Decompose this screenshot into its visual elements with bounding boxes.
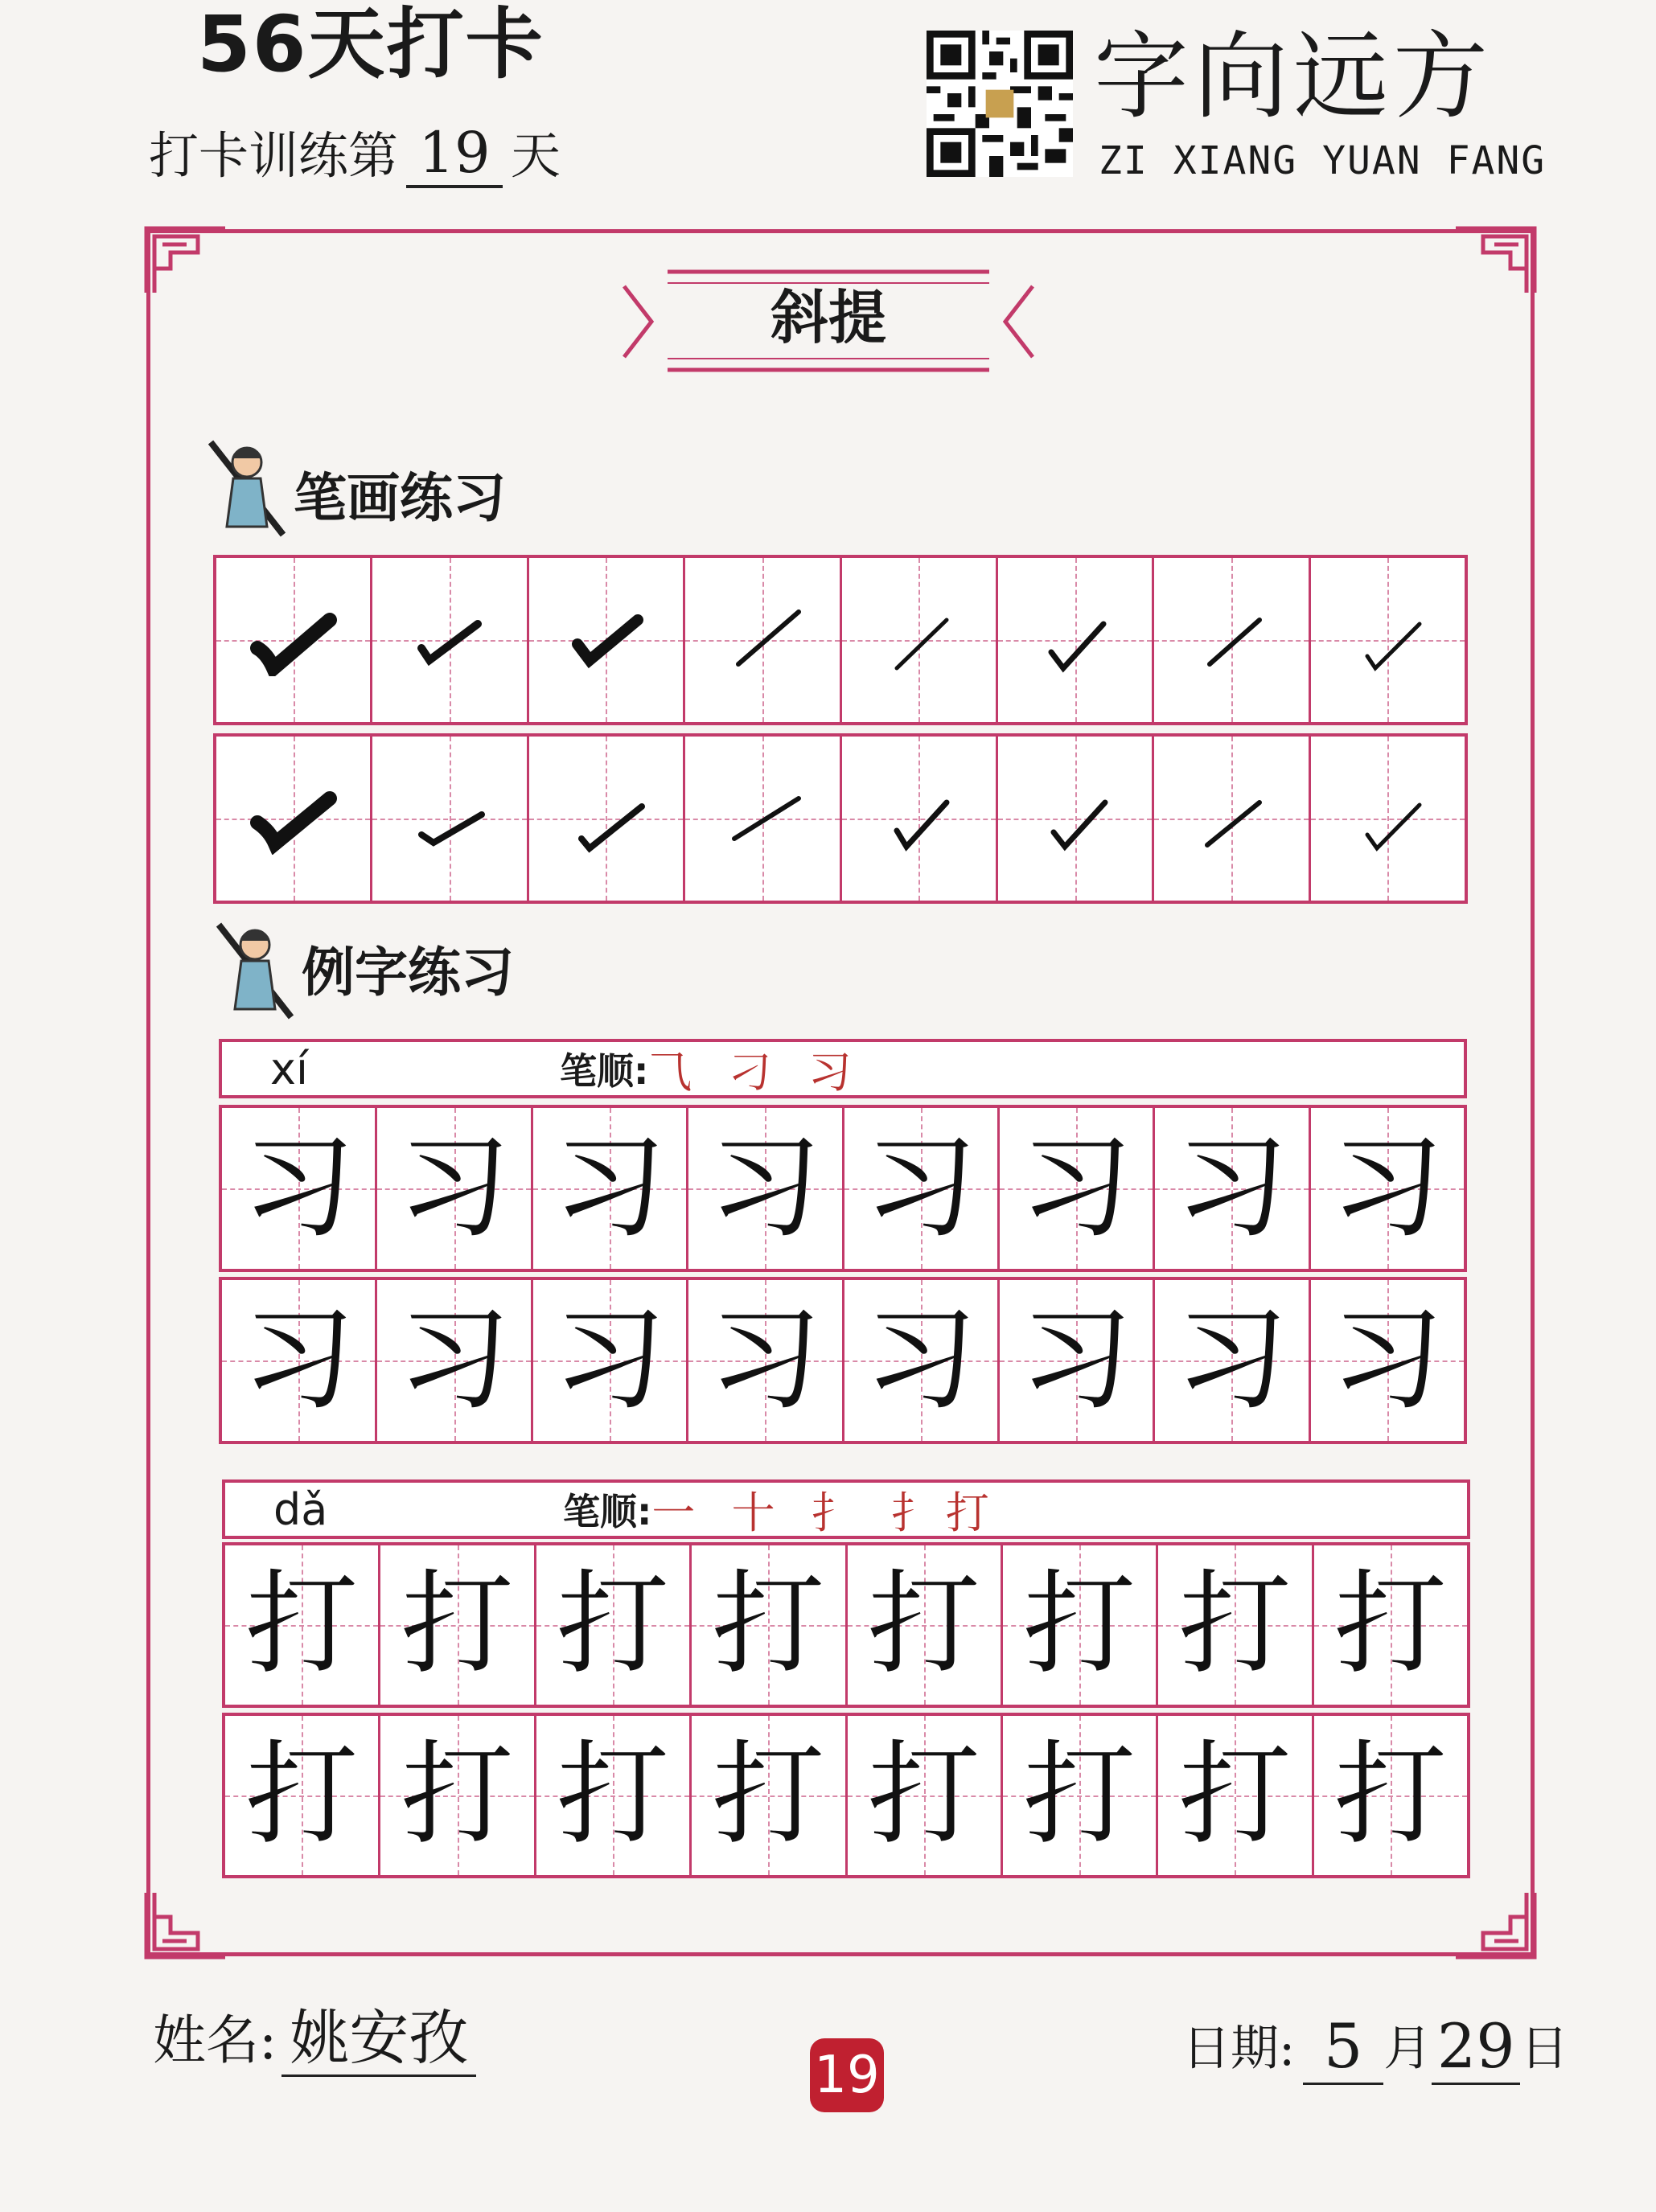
- checkin-line: [149, 121, 561, 188]
- rising-stroke-icon: [874, 782, 963, 855]
- rising-stroke-icon: [561, 604, 650, 676]
- rising-stroke-icon: [1031, 782, 1120, 855]
- practice-char: 习: [242, 1295, 355, 1426]
- practice-cell: [225, 1716, 380, 1875]
- practice-char: 习: [553, 1122, 666, 1254]
- practice-char: 习: [709, 1295, 822, 1426]
- stroke-title: 斜提: [770, 284, 886, 351]
- practice-cell: [998, 558, 1154, 722]
- char-info-bar: [219, 1039, 1467, 1098]
- practice-cell: [377, 1108, 532, 1269]
- practice-char: 打: [712, 1730, 825, 1861]
- practice-char: 打: [1023, 1559, 1136, 1690]
- practice-cell: [529, 558, 685, 722]
- practice-char: 习: [709, 1122, 822, 1254]
- practice-cell: [1000, 1108, 1155, 1269]
- char-grid-xi: [219, 1105, 1467, 1444]
- practice-char: 打: [1023, 1730, 1136, 1861]
- scholar-brush-icon: [211, 917, 299, 1021]
- practice-char: 打: [1178, 1730, 1292, 1861]
- practice-cell: [1311, 737, 1465, 901]
- checkin-suffix: 天: [511, 126, 561, 185]
- practice-cell: [529, 737, 685, 901]
- grid-row: [219, 1277, 1467, 1444]
- practice-cell: [848, 1545, 1003, 1705]
- practice-cell: [216, 558, 372, 722]
- practice-char: 打: [1333, 1730, 1447, 1861]
- practice-char: 打: [1178, 1559, 1292, 1690]
- practice-cell: [1154, 558, 1310, 722]
- char-grid-da: [222, 1542, 1470, 1878]
- name-field: [153, 2002, 476, 2077]
- practice-cell: [1003, 1716, 1158, 1875]
- practice-char: 习: [864, 1122, 977, 1254]
- practice-cell: [222, 1280, 377, 1441]
- practice-cell: [1000, 1280, 1155, 1441]
- stroke-grid: [213, 555, 1468, 904]
- rising-stroke-icon: [874, 604, 963, 676]
- practice-char: 习: [242, 1122, 355, 1254]
- rising-stroke-icon: [249, 604, 338, 676]
- practice-cell: [1155, 1108, 1310, 1269]
- brand-name-en: ZI XIANG YUAN FANG: [1099, 138, 1547, 183]
- stroke-order: 一 十 扌 扌打: [651, 1487, 1001, 1538]
- practice-char: 习: [1020, 1122, 1133, 1254]
- corner-ornament-icon: [1451, 224, 1539, 296]
- rising-stroke-icon: [1031, 604, 1120, 676]
- grid-row: [222, 1713, 1470, 1878]
- grid-row: [213, 555, 1468, 725]
- rising-stroke-icon: [561, 782, 650, 855]
- practice-cell: [380, 1545, 536, 1705]
- rising-stroke-icon: [249, 782, 338, 855]
- name-value: 姚安孜: [281, 2002, 476, 2077]
- practice-cell: [1158, 1716, 1313, 1875]
- day-unit: 日: [1520, 2021, 1569, 2077]
- practice-char: 习: [1330, 1295, 1444, 1426]
- practice-cell: [533, 1280, 688, 1441]
- practice-cell: [842, 558, 998, 722]
- practice-char: 打: [556, 1730, 669, 1861]
- practice-char: 打: [1333, 1559, 1447, 1690]
- practice-cell: [842, 737, 998, 901]
- practice-cell: [377, 1280, 532, 1441]
- checkin-prefix: 打卡训练第: [149, 126, 399, 185]
- practice-cell: [844, 1108, 1000, 1269]
- stroke-order-label: 笔顺:: [560, 1049, 649, 1093]
- practice-cell: [536, 1545, 692, 1705]
- rising-stroke-icon: [405, 604, 494, 676]
- stroke-order: ⺄ 刁 习: [648, 1046, 863, 1098]
- practice-char: 习: [1175, 1295, 1288, 1426]
- section-heading-strokes: 笔画练习: [294, 467, 506, 529]
- practice-char: 习: [397, 1122, 511, 1254]
- practice-cell: [848, 1716, 1003, 1875]
- practice-cell: [692, 1716, 847, 1875]
- practice-cell: [1158, 1545, 1313, 1705]
- grid-row: [219, 1105, 1467, 1272]
- rising-stroke-icon: [1343, 782, 1432, 855]
- practice-cell: [1311, 1280, 1464, 1441]
- practice-cell: [1311, 558, 1465, 722]
- practice-char: 习: [397, 1295, 511, 1426]
- practice-cell: [1314, 1545, 1467, 1705]
- practice-cell: [1311, 1108, 1464, 1269]
- practice-cell: [692, 1545, 847, 1705]
- practice-char: 打: [712, 1559, 825, 1690]
- checkin-day: 19: [406, 121, 503, 188]
- date-day: 29: [1432, 2010, 1520, 2085]
- brand-name-cn: 字向远方: [1094, 21, 1494, 132]
- practice-cell: [372, 737, 528, 901]
- practice-cell: [222, 1108, 377, 1269]
- practice-cell: [1155, 1280, 1310, 1441]
- date-month: 5: [1303, 2010, 1383, 2085]
- practice-char: 打: [245, 1559, 359, 1690]
- practice-char: 打: [556, 1559, 669, 1690]
- practice-cell: [685, 737, 841, 901]
- practice-cell: [225, 1545, 380, 1705]
- pinyin: dǎ: [273, 1484, 328, 1535]
- stroke-order-label: 笔顺:: [563, 1490, 652, 1533]
- practice-cell: [1314, 1716, 1467, 1875]
- rising-stroke-icon: [1343, 604, 1432, 676]
- practice-cell: [844, 1280, 1000, 1441]
- practice-cell: [685, 558, 841, 722]
- date-field: [1182, 2010, 1568, 2085]
- practice-char: 习: [864, 1295, 977, 1426]
- grid-row: [222, 1542, 1470, 1708]
- practice-char: 习: [1175, 1122, 1288, 1254]
- pinyin: xí: [270, 1043, 308, 1094]
- month-unit: 月: [1383, 2021, 1432, 2077]
- rising-stroke-icon: [405, 782, 494, 855]
- challenge-title: 56天打卡: [197, 0, 544, 89]
- practice-char: 打: [867, 1730, 980, 1861]
- rising-stroke-icon: [1187, 604, 1276, 676]
- rising-stroke-icon: [718, 782, 807, 855]
- corner-ornament-icon: [142, 1890, 230, 1962]
- qr-code-icon: [927, 31, 1073, 177]
- name-label: 姓名:: [153, 2009, 277, 2071]
- practice-char: 习: [553, 1295, 666, 1426]
- practice-cell: [216, 737, 372, 901]
- rising-stroke-icon: [1187, 782, 1276, 855]
- practice-char: 打: [401, 1559, 514, 1690]
- corner-ornament-icon: [142, 224, 230, 296]
- date-label: 日期:: [1182, 2021, 1296, 2077]
- practice-cell: [1003, 1545, 1158, 1705]
- practice-char: 打: [245, 1730, 359, 1861]
- practice-char: 打: [867, 1559, 980, 1690]
- grid-row: [213, 733, 1468, 904]
- practice-cell: [688, 1108, 844, 1269]
- char-info-bar: [222, 1479, 1470, 1539]
- practice-char: 打: [401, 1730, 514, 1861]
- page-number-badge: 19: [810, 2038, 884, 2112]
- practice-char: 习: [1020, 1295, 1133, 1426]
- practice-cell: [380, 1716, 536, 1875]
- practice-cell: [536, 1716, 692, 1875]
- scholar-brush-icon: [203, 434, 291, 539]
- practice-cell: [998, 737, 1154, 901]
- practice-cell: [1154, 737, 1310, 901]
- corner-ornament-icon: [1451, 1890, 1539, 1962]
- practice-char: 习: [1330, 1122, 1444, 1254]
- practice-cell: [533, 1108, 688, 1269]
- practice-cell: [688, 1280, 844, 1441]
- section-heading-characters: 例字练习: [302, 942, 514, 1003]
- practice-cell: [372, 558, 528, 722]
- rising-stroke-icon: [718, 604, 807, 676]
